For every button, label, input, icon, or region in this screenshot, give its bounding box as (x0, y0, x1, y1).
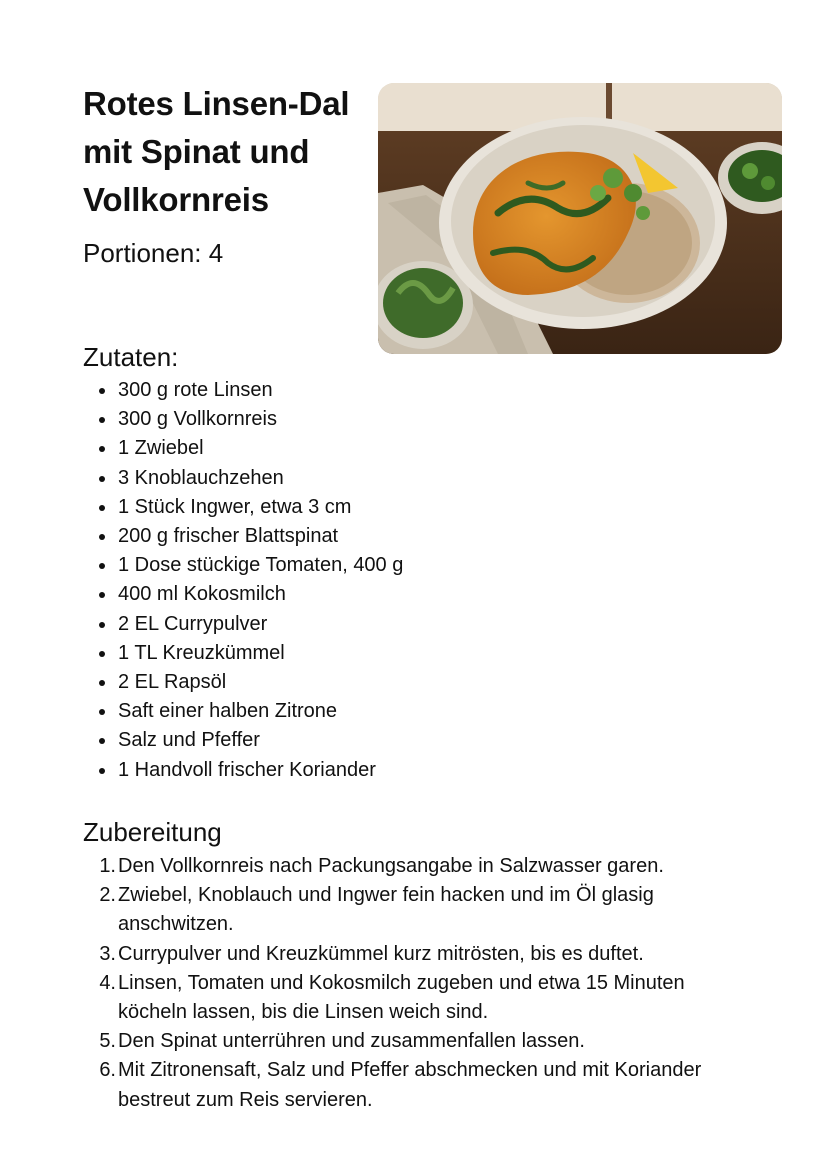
step-number: 6. (99, 1059, 116, 1082)
step-item (83, 1027, 748, 1056)
ingredient-item: 1 Zwiebel (83, 434, 683, 463)
step-text: Currypulver und Kreuzkümmel kurz mitrösten, bis es duftet. (118, 942, 644, 965)
step-item (83, 852, 748, 881)
ingredients-heading: Zutaten: (83, 342, 179, 372)
step-text: Mit Zitronensaft, Salz und Pfeffer abschmecken und mit Koriander bestreut zum Reis servieren. (118, 1059, 702, 1111)
ingredient-item: 1 Dose stückige Tomaten, 400 g (83, 551, 683, 580)
step-number: 2. (99, 884, 116, 907)
step-item (83, 969, 748, 1027)
step-text: Den Vollkornreis nach Packungsangabe in Salzwasser garen. (118, 855, 664, 877)
step-number: 3. (99, 942, 116, 965)
step-number: 1. (99, 855, 116, 877)
ingredient-item: 2 EL Rapsöl (83, 668, 683, 697)
recipe-photo (378, 83, 782, 354)
ingredient-item: 1 Stück Ingwer, etwa 3 cm (83, 493, 683, 522)
ingredient-item: 2 EL Currypulver (83, 610, 683, 639)
ingredient-item: Salz und Pfeffer (83, 726, 683, 755)
steps-list (83, 852, 748, 1115)
step-item (83, 940, 748, 969)
ingredients-list (83, 376, 683, 785)
step-number: 4. (99, 971, 116, 994)
recipe-title: Rotes Linsen-Dal mit Spinat und Vollkornreis (83, 85, 350, 218)
ingredient-item: 400 ml Kokosmilch (83, 580, 683, 609)
ingredient-item: Saft einer halben Zitrone (83, 697, 683, 726)
ingredient-item: 1 TL Kreuzkümmel (83, 639, 683, 668)
servings-label: Portionen: 4 (83, 238, 224, 268)
step-item (83, 1056, 748, 1114)
step-item (83, 881, 748, 939)
step-text: Zwiebel, Knoblauch und Ingwer fein hacken und im Öl glasig anschwitzen. (118, 884, 654, 936)
ingredient-item: 1 Handvoll frischer Koriander (83, 756, 683, 785)
step-number: 5. (99, 1030, 116, 1053)
ingredient-item: 200 g frischer Blattspinat (83, 522, 683, 551)
steps-heading: Zubereitung (83, 817, 222, 847)
ingredient-item: 300 g rote Linsen (83, 376, 683, 405)
step-text: Linsen, Tomaten und Kokosmilch zugeben und etwa 15 Minuten köcheln lassen, bis die Linsen weich sind. (118, 971, 685, 1024)
ingredient-item: 300 g Vollkornreis (83, 405, 683, 434)
step-text: Den Spinat unterrühren und zusammenfallen lassen. (118, 1030, 585, 1053)
ingredient-item: 3 Knoblauchzehen (83, 464, 683, 493)
